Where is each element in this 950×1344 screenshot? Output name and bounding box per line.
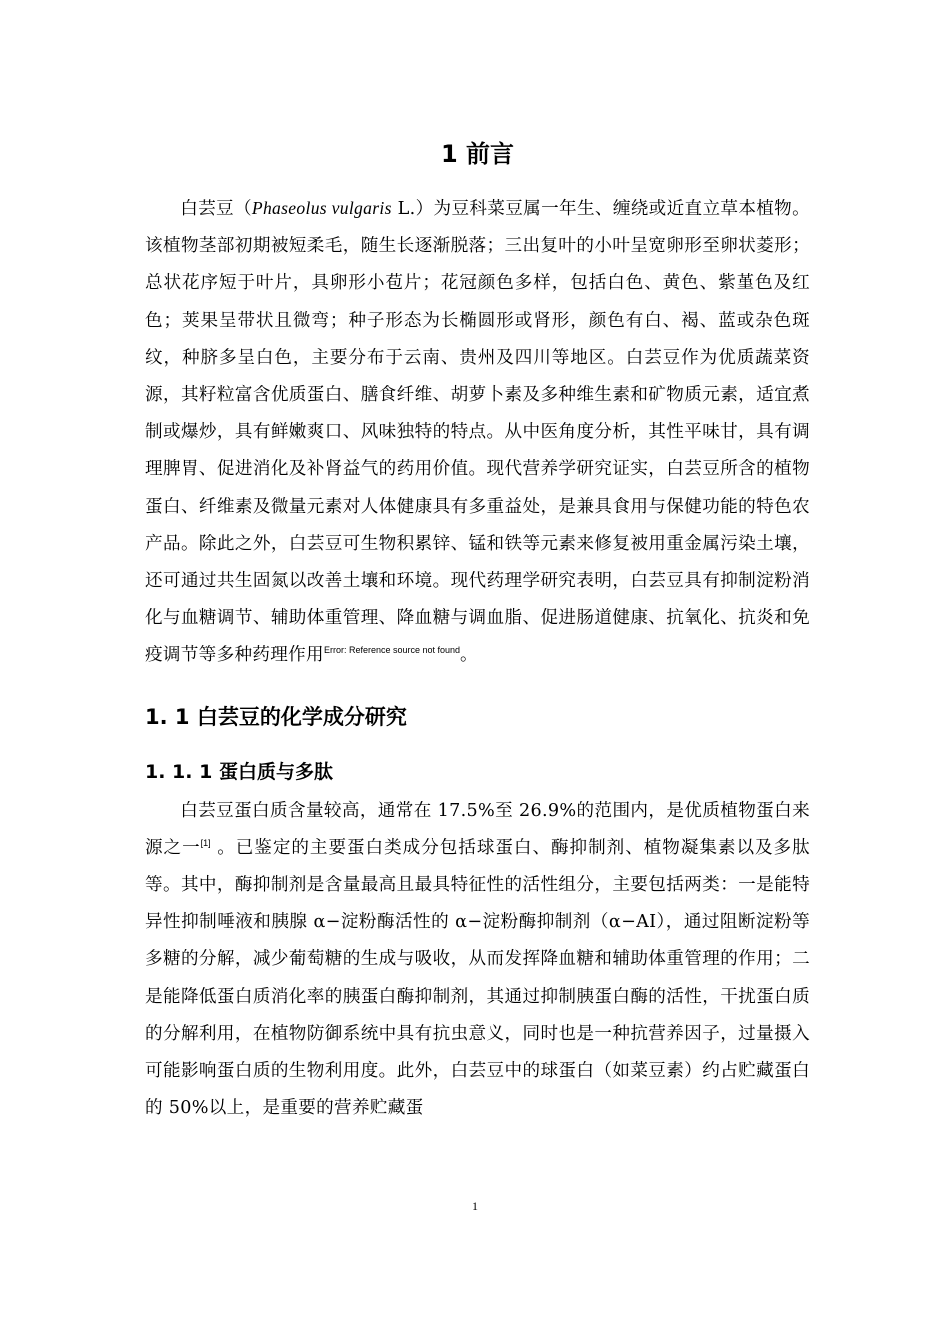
intro-text-b: L.）为豆科菜豆属一年生、缠绕或近直立草本植物。该植物茎部初期被短柔毛，随生长逐渐脱落；三出复叶的小叶呈宽卵形至卵状菱形；总状花序短于叶片，具卵形小苞片；花冠颜色多样，包括白色、黄色、紫堇色及红色；荚果呈带状且微弯；种子形态为长椭圆形或肾形，颜色有白、褐、蓝或杂色斑纹，种脐多呈白色，主要分布于云南、贵州及四川等地区。白芸豆作为优质蔬菜资源，其籽粒富含优质蛋白、膳食纤维、胡萝卜素及多种维生素和矿物质元素，适宜煮制或爆炒，具有鲜嫩爽口、风味独特的特点。从中医角度分析，其性平味甘，具有调理脾胃、促进消化及补肾益气的药用价值。现代营养学研究证实，白芸豆所含的植物蛋白、纤维素及微量元素对人体健康具有多重益处，是兼具食用与保健功能的特色农产品。除此之外，白芸豆可生物积累锌、锰和铁等元素来修复被用重金属污染土壤，还可通过共生固氮以改善土壤和环境。现代药理学研究表明，白芸豆具有抑制淀粉消化与血糖调节、辅助体重管理、降血糖与调血脂、促进肠道健康、抗氧化、抗炎和免疫调节等多种药理作用	[145, 199, 811, 666]
reference-error-note: Error: Reference source not found	[323, 645, 461, 656]
section-heading-1-1-1: 1. 1. 1 蛋白质与多肽	[145, 760, 333, 783]
intro-text-a: 白芸豆（	[180, 199, 252, 219]
citation-ref-1[interactable]: [1]	[200, 837, 211, 848]
page-body	[145, 128, 810, 1127]
section-heading-1-1: 1. 1 白芸豆的化学成分研究	[145, 704, 407, 729]
page-number: 1	[472, 1199, 478, 1213]
protein-paragraph	[145, 793, 810, 1128]
intro-text-end: 。	[460, 645, 478, 666]
chapter-title: 1 前言	[440, 140, 515, 168]
scientific-name: Phaseolus vulgaris	[251, 198, 392, 218]
protein-text-a: 白芸豆蛋白质含量较高，通常在 17.5%至 26.9%的范围内，是优质植物蛋白来源之一	[145, 800, 810, 858]
protein-text-b: 。已鉴定的主要蛋白类成分包括球蛋白、酶抑制剂、植物凝集素以及多肽等。其中，酶抑制剂是含量最高且最具特征性的活性组分，主要包括两类：一是能特异性抑制唾液和胰腺 α−淀粉酶活性的 α−淀粉酶抑制剂（α−AI），通过阻断淀粉等多糖的分解，减少葡萄糖的生成与吸收，从而发挥降血糖和辅助体重管理的作用；二是能降低蛋白质消化率的胰蛋白酶抑制剂，其通过抑制胰蛋白酶的活性，干扰蛋白质的分解利用，在植物防御系统中具有抗虫意义，同时也是一种抗营养因子，过量摄入可能影响蛋白质的生物利用度。此外，白芸豆中的球蛋白（如菜豆素）约占贮藏蛋白的 50%以上，是重要的营养贮藏蛋	[145, 837, 810, 1119]
intro-paragraph	[145, 190, 810, 675]
